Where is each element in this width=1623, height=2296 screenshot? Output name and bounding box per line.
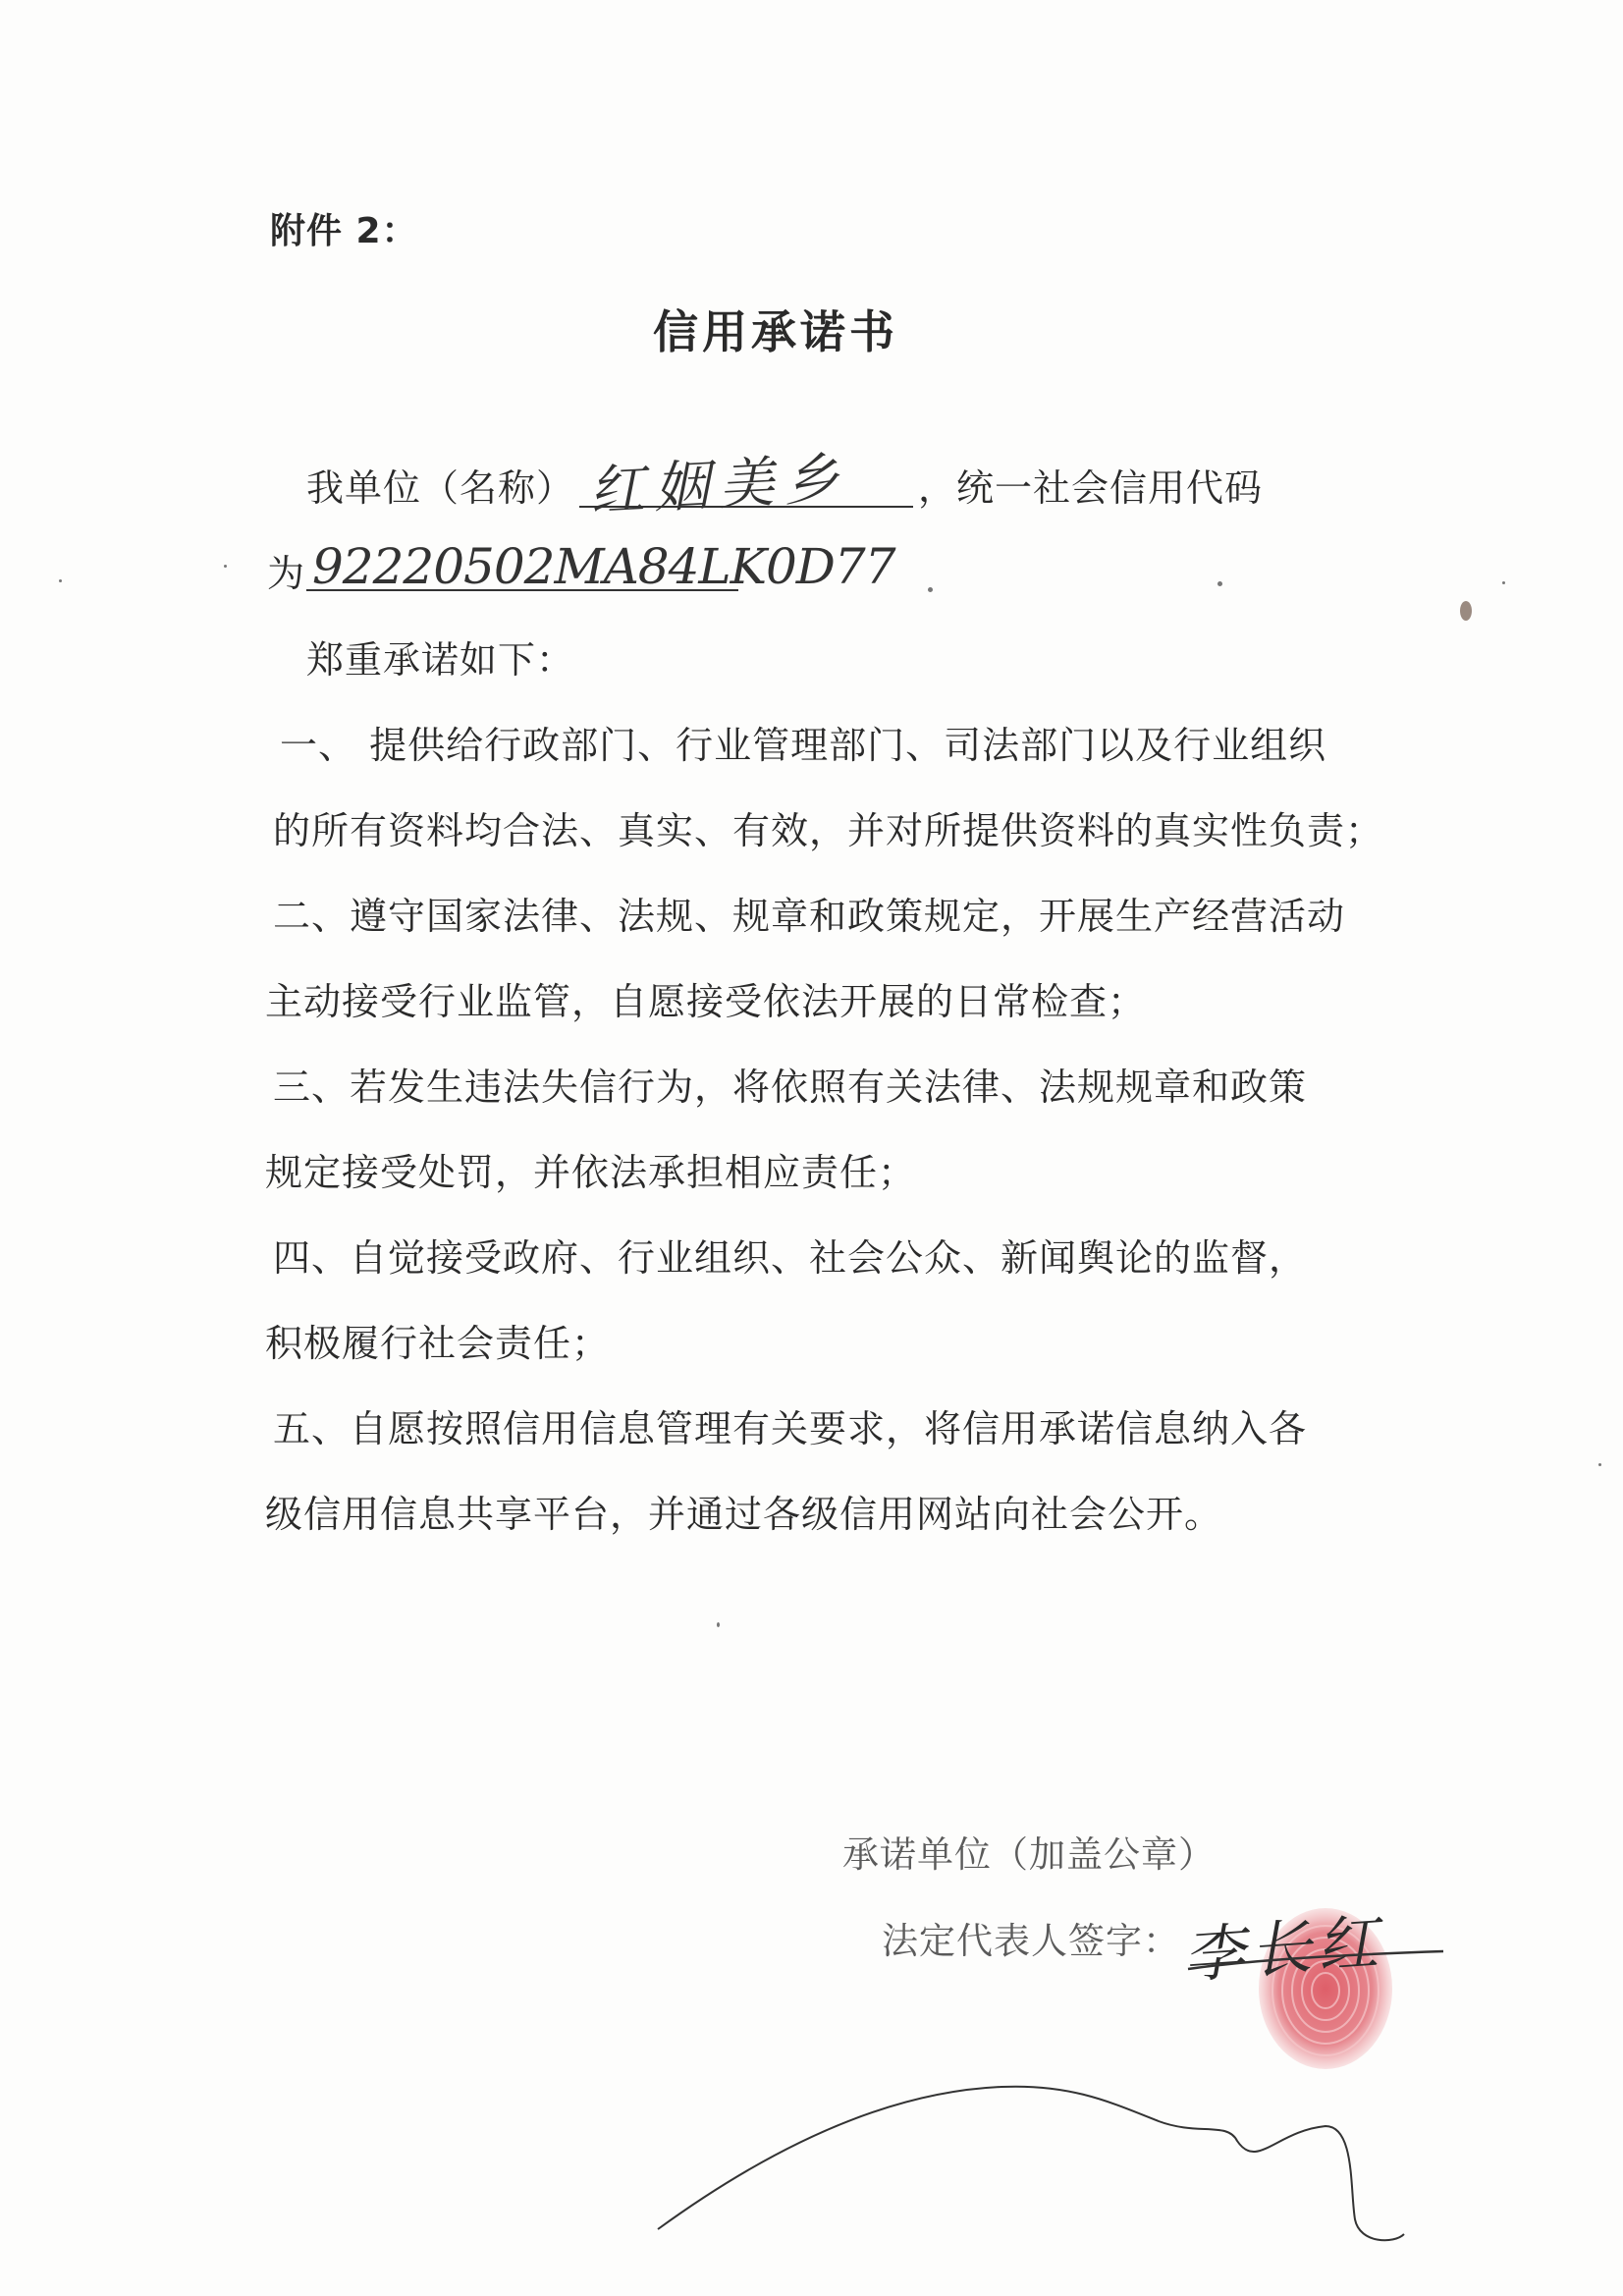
unit-name-underline — [579, 506, 913, 508]
item-2-line-2: 主动接受行业监管，自愿接受依法开展的日常检查； — [265, 980, 1147, 1023]
legal-rep-signature: 李长红 — [1181, 1905, 1386, 1993]
item-1-line-2: 的所有资料均合法、真实、有效，并对所提供资料的真实性负责； — [273, 809, 1384, 852]
item-2-line-1: 二、遵守国家法律、法规、规章和政策规定，开展生产经营活动 — [273, 895, 1346, 938]
scan-speck — [224, 565, 227, 568]
attachment-label: 附件 2： — [270, 211, 418, 251]
credit-code-label: ，统一社会信用代码 — [918, 466, 1264, 510]
promising-unit-label: 承诺单位（加盖公章） — [842, 1833, 1216, 1876]
scan-speck — [1502, 581, 1505, 584]
item-4-line-1: 四、自觉接受政府、行业组织、社会公众、新闻舆论的监督， — [273, 1236, 1308, 1280]
scan-speck — [59, 579, 62, 582]
item-5-line-1: 五、自愿按照信用信息管理有关要求，将信用承诺信息纳入各 — [273, 1407, 1308, 1450]
document-title: 信用承诺书 — [653, 305, 898, 358]
for-label: 为 — [267, 552, 306, 595]
scan-speck — [1460, 601, 1472, 621]
item-3-line-1: 三、若发生违法失信行为，将依照有关法律、法规规章和政策 — [273, 1066, 1308, 1109]
item-5-line-2: 级信用信息共享平台，并通过各级信用网站向社会公开。 — [265, 1493, 1223, 1536]
credit-code-handwritten: 92220502MA84LK0D77 — [312, 538, 895, 595]
unit-intro-label: 我单位（名称） — [306, 466, 575, 510]
scan-speck — [1598, 1463, 1601, 1466]
item-4-line-2: 积极履行社会责任； — [265, 1322, 611, 1365]
signature-flourish — [1178, 1940, 1453, 1979]
legal-rep-label: 法定代表人签字： — [882, 1920, 1180, 1962]
credit-code-underline — [306, 589, 738, 591]
scan-speck — [1217, 581, 1222, 586]
solemn-promise-label: 郑重承诺如下： — [306, 638, 575, 682]
item-1-line-1: 一、 提供给行政部门、行业管理部门、司法部门以及行业组织 — [280, 724, 1327, 767]
pen-stroke-doodle — [648, 2033, 1414, 2259]
scan-speck — [717, 1622, 720, 1627]
unit-name-handwritten: 红姻美乡 — [587, 447, 850, 524]
item-3-line-2: 规定接受处罚，并依法承担相应责任； — [265, 1151, 917, 1194]
scan-speck — [928, 587, 933, 592]
